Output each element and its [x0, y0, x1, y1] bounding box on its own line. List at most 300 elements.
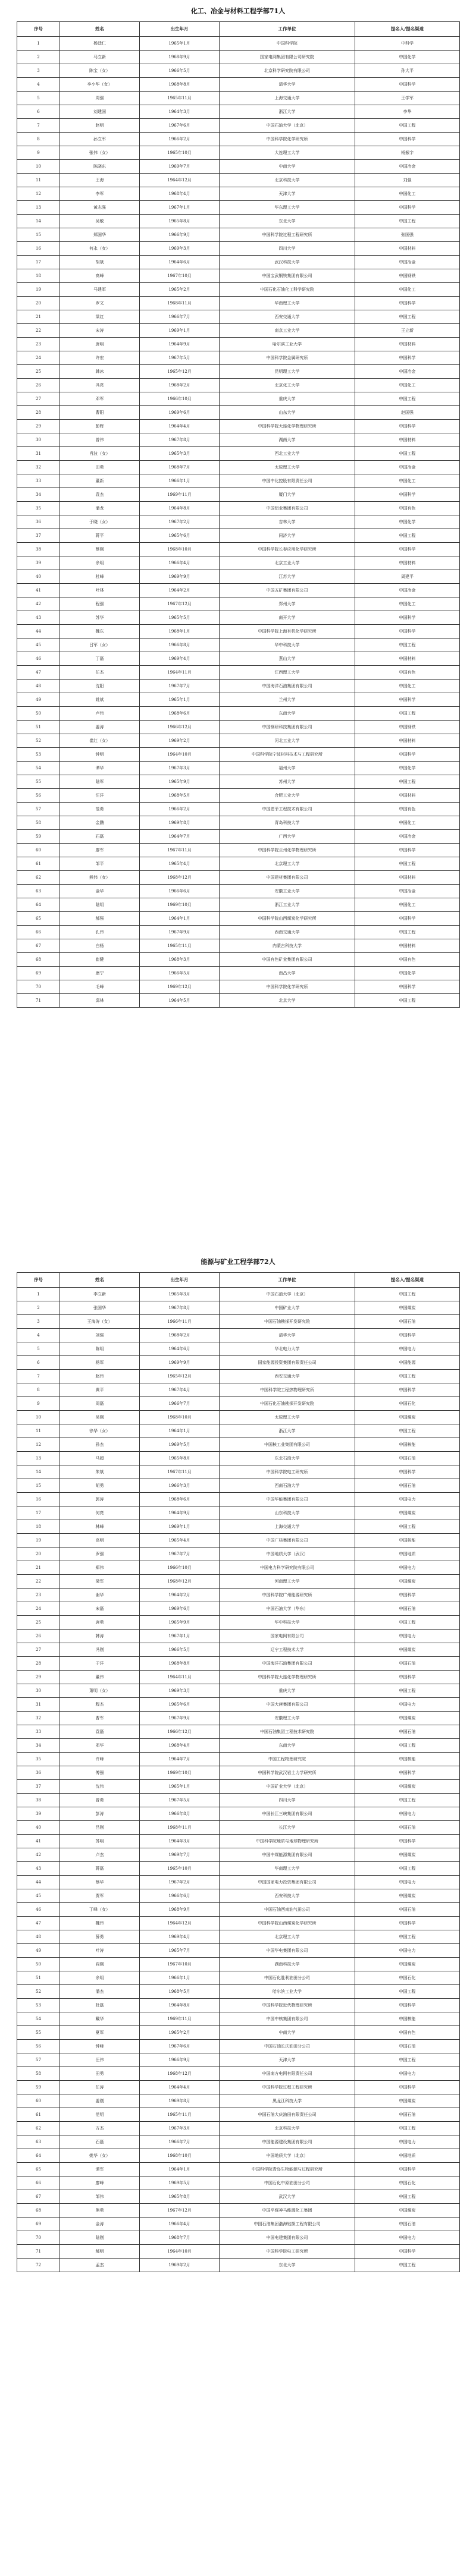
table-row: [17, 1780, 460, 1794]
cell-index: 36: [17, 515, 60, 529]
cell-index: 44: [17, 1876, 60, 1889]
table-row: [17, 611, 460, 625]
cell-birth: 1967年1月: [140, 201, 220, 215]
cell-workplace: 中国中化控股有限责任公司: [220, 474, 355, 488]
table-row: [17, 1657, 460, 1671]
cell-nominator: 周建平: [355, 570, 460, 584]
cell-name: 杜峰: [60, 570, 140, 584]
cell-workplace: 中国石油西南油气田公司: [220, 1903, 355, 1917]
cell-workplace: 重庆大学: [220, 1684, 355, 1698]
cell-workplace: 中国平煤神马能源化工集团: [220, 2204, 355, 2218]
header-name: 姓名: [60, 22, 140, 37]
table-row: [17, 1862, 460, 1876]
cell-index: 8: [17, 133, 60, 146]
cell-birth: 1968年5月: [140, 789, 220, 803]
cell-nominator: 中国冶金: [355, 160, 460, 174]
cell-birth: 1964年1月: [140, 2163, 220, 2176]
cell-index: 51: [17, 721, 60, 734]
cell-nominator: 中国工程: [355, 1288, 460, 1301]
cell-index: 52: [17, 1985, 60, 1999]
cell-workplace: 南京工业大学: [220, 324, 355, 338]
cell-index: 45: [17, 639, 60, 652]
table-row: [17, 680, 460, 693]
cell-nominator: 中国核能: [355, 2012, 460, 2026]
cell-birth: 1964年2月: [140, 1589, 220, 1602]
table-row: [17, 1534, 460, 1548]
section-title: 能源与矿业工程学部72人: [201, 1258, 275, 1266]
table-row: [17, 1835, 460, 1848]
cell-nominator: 中国科学: [355, 693, 460, 707]
cell-birth: 1967年6月: [140, 119, 220, 133]
cell-birth: 1964年12月: [140, 174, 220, 187]
cell-index: 12: [17, 187, 60, 201]
cell-index: 46: [17, 652, 60, 666]
table-row: [17, 748, 460, 762]
cell-nominator: 中国化学: [355, 967, 460, 980]
cell-index: 2: [17, 51, 60, 64]
table-row: [17, 1465, 460, 1479]
cell-index: 5: [17, 92, 60, 105]
table-row: [17, 898, 460, 912]
cell-workplace: 中国科学院电工研究所: [220, 2245, 355, 2259]
cell-index: 58: [17, 2067, 60, 2081]
cell-name: 罗强: [60, 1548, 140, 1561]
cell-nominator: 中国科学: [355, 420, 460, 433]
cell-index: 60: [17, 2094, 60, 2108]
table-row: [17, 2040, 460, 2053]
cell-birth: 1966年7月: [140, 310, 220, 324]
cell-index: 22: [17, 1575, 60, 1589]
cell-birth: 1965年2月: [140, 283, 220, 297]
cell-index: 49: [17, 693, 60, 707]
cell-nominator: 中国科学: [355, 1465, 460, 1479]
cell-workplace: 中国海洋石油集团有限公司: [220, 1657, 355, 1671]
cell-index: 69: [17, 2218, 60, 2231]
cell-workplace: 中国广核集团有限公司: [220, 1534, 355, 1548]
cell-nominator: 中国工程: [355, 707, 460, 721]
cell-index: 7: [17, 1370, 60, 1383]
cell-name: 冯刚: [60, 1643, 140, 1657]
cell-name: 姜涛: [60, 721, 140, 734]
table-row: [17, 406, 460, 420]
cell-nominator: 中国工程: [355, 1684, 460, 1698]
header-workplace: 工作单位: [220, 22, 355, 37]
cell-index: 23: [17, 338, 60, 351]
table-row: [17, 1397, 460, 1411]
table-row: [17, 474, 460, 488]
cell-nominator: 中国冶金: [355, 461, 460, 474]
cell-name: 谢华: [60, 1589, 140, 1602]
cell-name: 孙立军: [60, 133, 140, 146]
cell-nominator: 中国冶金: [355, 584, 460, 597]
cell-workplace: 哈尔滨工业大学: [220, 1985, 355, 1999]
cell-name: 程杰: [60, 1698, 140, 1712]
cell-name: 姚斌: [60, 693, 140, 707]
cell-birth: 1969年1月: [140, 1520, 220, 1534]
table-row: [17, 201, 460, 215]
cell-workplace: 清华大学: [220, 1329, 355, 1342]
cell-birth: 1969年1月: [140, 324, 220, 338]
cell-nominator: 中国电力: [355, 1807, 460, 1821]
cell-nominator: 中国工程: [355, 392, 460, 406]
cell-name: 杨军: [60, 1356, 140, 1370]
cell-index: 52: [17, 734, 60, 748]
cell-workplace: 中国石油集团渤海钻探工程有限公司: [220, 2218, 355, 2231]
cell-index: 2: [17, 1301, 60, 1315]
table-row: [17, 2135, 460, 2149]
table-row: [17, 597, 460, 611]
cell-index: 55: [17, 2026, 60, 2040]
cell-name: 谭军: [60, 2163, 140, 2176]
cell-name: 刘强: [60, 1329, 140, 1342]
cell-birth: 1965年4月: [140, 1534, 220, 1548]
cell-birth: 1966年6月: [140, 885, 220, 898]
cell-birth: 1964年8月: [140, 1999, 220, 2012]
cell-workplace: 广西大学: [220, 830, 355, 844]
table-row: [17, 1985, 460, 1999]
cell-birth: 1968年11月: [140, 1821, 220, 1835]
cell-nominator: 中国钢铁: [355, 721, 460, 734]
cell-index: 51: [17, 1971, 60, 1985]
table-row: [17, 707, 460, 721]
cell-nominator: 中国石化: [355, 2176, 460, 2190]
cell-birth: 1965年11月: [140, 2108, 220, 2122]
cell-nominator: 中国材料: [355, 939, 460, 953]
table-row: [17, 215, 460, 228]
cell-index: 67: [17, 939, 60, 953]
cell-birth: 1964年10月: [140, 2245, 220, 2259]
cell-name: 袁磊: [60, 1725, 140, 1739]
table-row: [17, 105, 460, 119]
cell-index: 43: [17, 611, 60, 625]
cell-birth: 1969年7月: [140, 160, 220, 174]
cell-birth: 1967年5月: [140, 1794, 220, 1807]
table-row: [17, 1315, 460, 1329]
cell-workplace: 北京工业大学: [220, 556, 355, 570]
table-row: [17, 1493, 460, 1506]
cell-birth: 1968年10月: [140, 1411, 220, 1424]
cell-nominator: 中国科学: [355, 78, 460, 92]
cell-name: 许宏: [60, 351, 140, 365]
cell-name: 熊伟（女）: [60, 871, 140, 885]
cell-name: 蔡华: [60, 1876, 140, 1889]
cell-name: 方杰: [60, 2122, 140, 2135]
cell-name: 张伟（女）: [60, 146, 140, 160]
table-row: [17, 1561, 460, 1575]
candidates-table: [17, 1272, 460, 2272]
cell-index: 59: [17, 2081, 60, 2094]
cell-workplace: 中南大学: [220, 2026, 355, 2040]
cell-index: 70: [17, 980, 60, 994]
cell-index: 58: [17, 816, 60, 830]
table-row: [17, 885, 460, 898]
table-row: [17, 146, 460, 160]
cell-name: 陆明: [60, 898, 140, 912]
cell-name: 唐明: [60, 338, 140, 351]
cell-nominator: 中国石油: [355, 2040, 460, 2053]
cell-index: 18: [17, 269, 60, 283]
cell-index: 19: [17, 1534, 60, 1548]
cell-workplace: 中国中核集团有限公司: [220, 2012, 355, 2026]
cell-workplace: 东北大学: [220, 2259, 355, 2272]
table-row: [17, 1630, 460, 1643]
cell-nominator: 中国电力: [355, 1944, 460, 1958]
table-row: [17, 1424, 460, 1438]
cell-nominator: 中国化工: [355, 597, 460, 611]
cell-index: 55: [17, 775, 60, 789]
cell-workplace: 天津大学: [220, 2053, 355, 2067]
table-row: [17, 830, 460, 844]
cell-birth: 1966年10月: [140, 1561, 220, 1575]
cell-nominator: 中国煤炭: [355, 1889, 460, 1903]
cell-birth: 1967年2月: [140, 515, 220, 529]
cell-nominator: 中国有色: [355, 666, 460, 680]
cell-index: 38: [17, 1794, 60, 1807]
cell-workplace: 苏州大学: [220, 775, 355, 789]
cell-index: 34: [17, 488, 60, 502]
cell-workplace: 中国石化石油化工科学研究院: [220, 283, 355, 297]
cell-index: 11: [17, 174, 60, 187]
cell-name: 叶涛: [60, 1944, 140, 1958]
cell-workplace: 东北石油大学: [220, 1452, 355, 1465]
cell-name: 孙杰: [60, 1438, 140, 1452]
cell-nominator: 中国工程: [355, 926, 460, 939]
cell-index: 56: [17, 2040, 60, 2053]
cell-workplace: 中国科学院: [220, 37, 355, 51]
cell-workplace: 武汉大学: [220, 2190, 355, 2204]
cell-name: 贾军: [60, 1889, 140, 1903]
cell-workplace: 中国长江三峡集团有限公司: [220, 1807, 355, 1821]
cell-birth: 1969年6月: [140, 1602, 220, 1616]
cell-name: 卢伟: [60, 707, 140, 721]
cell-nominator: 中国科学: [355, 611, 460, 625]
cell-workplace: 中国电建集团有限公司: [220, 2231, 355, 2245]
table-row: [17, 652, 460, 666]
table-row: [17, 1438, 460, 1452]
cell-workplace: 中国石油大学（华东）: [220, 1602, 355, 1616]
cell-index: 26: [17, 379, 60, 392]
table-row: [17, 1575, 460, 1589]
table-row: [17, 939, 460, 953]
cell-workplace: 中国电力科学研究院有限公司: [220, 1561, 355, 1575]
cell-workplace: 华南理工大学: [220, 1862, 355, 1876]
cell-birth: 1969年10月: [140, 898, 220, 912]
cell-nominator: 中国工程: [355, 857, 460, 871]
cell-name: 陈明: [60, 1342, 140, 1356]
table-row: [17, 488, 460, 502]
cell-name: 傅强: [60, 1766, 140, 1780]
cell-birth: 1966年7月: [140, 1397, 220, 1411]
table-row: [17, 283, 460, 297]
cell-workplace: 湖南大学: [220, 433, 355, 447]
table-row: [17, 871, 460, 885]
cell-name: 郑伟: [60, 1561, 140, 1575]
cell-name: 范明: [60, 2108, 140, 2122]
cell-workplace: 上海交通大学: [220, 1520, 355, 1534]
cell-nominator: 中国材料: [355, 652, 460, 666]
cell-name: 崔红（女）: [60, 734, 140, 748]
cell-name: 徐华（女）: [60, 1424, 140, 1438]
cell-index: 11: [17, 1424, 60, 1438]
cell-birth: 1965年12月: [140, 365, 220, 379]
cell-workplace: 中国科学院金属研究所: [220, 351, 355, 365]
cell-workplace: 国家能源投资集团有限责任公司: [220, 1356, 355, 1370]
cell-workplace: 辽宁工程技术大学: [220, 1643, 355, 1657]
cell-nominator: 中国工程: [355, 1794, 460, 1807]
cell-workplace: 内蒙古科技大学: [220, 939, 355, 953]
cell-name: 于洋: [60, 1657, 140, 1671]
cell-name: 黄志强: [60, 201, 140, 215]
cell-workplace: 天津大学: [220, 187, 355, 201]
table-row: [17, 980, 460, 994]
cell-index: 41: [17, 584, 60, 597]
cell-name: 田勇: [60, 461, 140, 474]
cell-birth: 1969年12月: [140, 980, 220, 994]
cell-birth: 1969年5月: [140, 1438, 220, 1452]
cell-nominator: 中国冶金: [355, 885, 460, 898]
cell-birth: 1968年8月: [140, 1657, 220, 1671]
cell-name: 陈宝（女）: [60, 64, 140, 78]
cell-birth: 1965年10月: [140, 146, 220, 160]
cell-workplace: 南昌大学: [220, 967, 355, 980]
cell-workplace: 中国科学院地质与地球物理研究所: [220, 1835, 355, 1848]
cell-birth: 1966年8月: [140, 639, 220, 652]
cell-workplace: 中国矿业大学（北京）: [220, 1780, 355, 1794]
cell-name: 宋涛: [60, 324, 140, 338]
cell-nominator: 中国科学: [355, 2163, 460, 2176]
cell-workplace: 青岛科技大学: [220, 816, 355, 830]
cell-index: 72: [17, 2259, 60, 2272]
cell-nominator: 中国石油: [355, 1821, 460, 1835]
table-row: [17, 2149, 460, 2163]
cell-birth: 1968年12月: [140, 871, 220, 885]
table-row: [17, 2067, 460, 2081]
cell-name: 卢杰: [60, 1848, 140, 1862]
cell-nominator: 中国石化: [355, 1397, 460, 1411]
cell-name: 余明: [60, 556, 140, 570]
cell-index: 13: [17, 1452, 60, 1465]
table-row: [17, 1329, 460, 1342]
cell-birth: 1966年5月: [140, 967, 220, 980]
cell-workplace: 中国核工业集团有限公司: [220, 1438, 355, 1452]
cell-index: 21: [17, 310, 60, 324]
cell-nominator: 中国电力: [355, 1698, 460, 1712]
cell-workplace: 华南理工大学: [220, 297, 355, 310]
cell-workplace: 中国科学院化学研究所: [220, 133, 355, 146]
cell-birth: 1966年12月: [140, 1725, 220, 1739]
cell-index: 16: [17, 1493, 60, 1506]
cell-index: 63: [17, 2135, 60, 2149]
cell-birth: 1965年3月: [140, 447, 220, 461]
cell-name: 高峰: [60, 269, 140, 283]
table-row: [17, 297, 460, 310]
cell-birth: 1968年2月: [140, 1329, 220, 1342]
table-row: [17, 2204, 460, 2218]
header-birth: 出生年月: [140, 22, 220, 37]
cell-name: 马立新: [60, 51, 140, 64]
table-row: [17, 1671, 460, 1684]
cell-workplace: 兰州大学: [220, 693, 355, 707]
cell-index: 65: [17, 2163, 60, 2176]
cell-name: 唐勇: [60, 1616, 140, 1630]
cell-workplace: 中国科学院宁波材料技术与工程研究所: [220, 748, 355, 762]
cell-workplace: 中国五矿集团有限公司: [220, 584, 355, 597]
cell-nominator: 中国工程: [355, 2122, 460, 2135]
cell-nominator: 中国材料: [355, 242, 460, 256]
cell-index: 44: [17, 625, 60, 639]
cell-nominator: 中国科学: [355, 297, 460, 310]
cell-name: 袁杰: [60, 488, 140, 502]
cell-workplace: 中国科学院近代物理研究所: [220, 1999, 355, 2012]
cell-index: 53: [17, 748, 60, 762]
cell-index: 53: [17, 1999, 60, 2012]
cell-birth: 1964年6月: [140, 1342, 220, 1356]
cell-workplace: 中国石油大学（北京）: [220, 1288, 355, 1301]
table-row: [17, 174, 460, 187]
cell-workplace: 中国地质大学（武汉）: [220, 1548, 355, 1561]
cell-nominator: 中国科学: [355, 1917, 460, 1930]
cell-name: 郝强: [60, 912, 140, 926]
table-row: [17, 1479, 460, 1493]
cell-birth: 1969年5月: [140, 2176, 220, 2190]
cell-birth: 1966年4月: [140, 556, 220, 570]
cell-index: 65: [17, 912, 60, 926]
table-row: [17, 1411, 460, 1424]
cell-birth: 1964年5月: [140, 994, 220, 1008]
cell-workplace: 西安交通大学: [220, 310, 355, 324]
cell-index: 36: [17, 1766, 60, 1780]
cell-index: 67: [17, 2190, 60, 2204]
cell-birth: 1967年11月: [140, 1465, 220, 1479]
cell-nominator: 中国工程: [355, 994, 460, 1008]
cell-nominator: 中国煤炭: [355, 1506, 460, 1520]
cell-nominator: 中国科学: [355, 844, 460, 857]
cell-birth: 1968年4月: [140, 187, 220, 201]
cell-name: 任涛: [60, 2081, 140, 2094]
cell-index: 4: [17, 1329, 60, 1342]
cell-nominator: 中国工程: [355, 2190, 460, 2204]
cell-index: 39: [17, 556, 60, 570]
cell-index: 1: [17, 1288, 60, 1301]
cell-name: 蒋平: [60, 529, 140, 543]
cell-index: 31: [17, 1698, 60, 1712]
cell-index: 46: [17, 1903, 60, 1917]
cell-birth: 1967年10月: [140, 1958, 220, 1971]
cell-birth: 1965年8月: [140, 2190, 220, 2204]
cell-index: 27: [17, 1643, 60, 1657]
cell-workplace: 吉林大学: [220, 515, 355, 529]
cell-workplace: 中国科学院化学研究所: [220, 980, 355, 994]
cell-nominator: 中国工程: [355, 1985, 460, 1999]
table-row: [17, 1520, 460, 1534]
cell-workplace: 哈尔滨工业大学: [220, 338, 355, 351]
cell-nominator: 王立新: [355, 324, 460, 338]
cell-workplace: 长江大学: [220, 1821, 355, 1835]
cell-workplace: 山东科技大学: [220, 1506, 355, 1520]
table-row: [17, 256, 460, 269]
table-row: [17, 1589, 460, 1602]
cell-birth: 1969年10月: [140, 1766, 220, 1780]
cell-index: 25: [17, 365, 60, 379]
cell-name: 陈晓东: [60, 160, 140, 174]
table-row: [17, 447, 460, 461]
table-row: [17, 584, 460, 597]
cell-index: 9: [17, 1397, 60, 1411]
cell-nominator: 中国材料: [355, 556, 460, 570]
cell-name: 李小华（女）: [60, 78, 140, 92]
cell-name: 梁红: [60, 310, 140, 324]
cell-workplace: 中国科学院长春应用化学研究所: [220, 543, 355, 556]
